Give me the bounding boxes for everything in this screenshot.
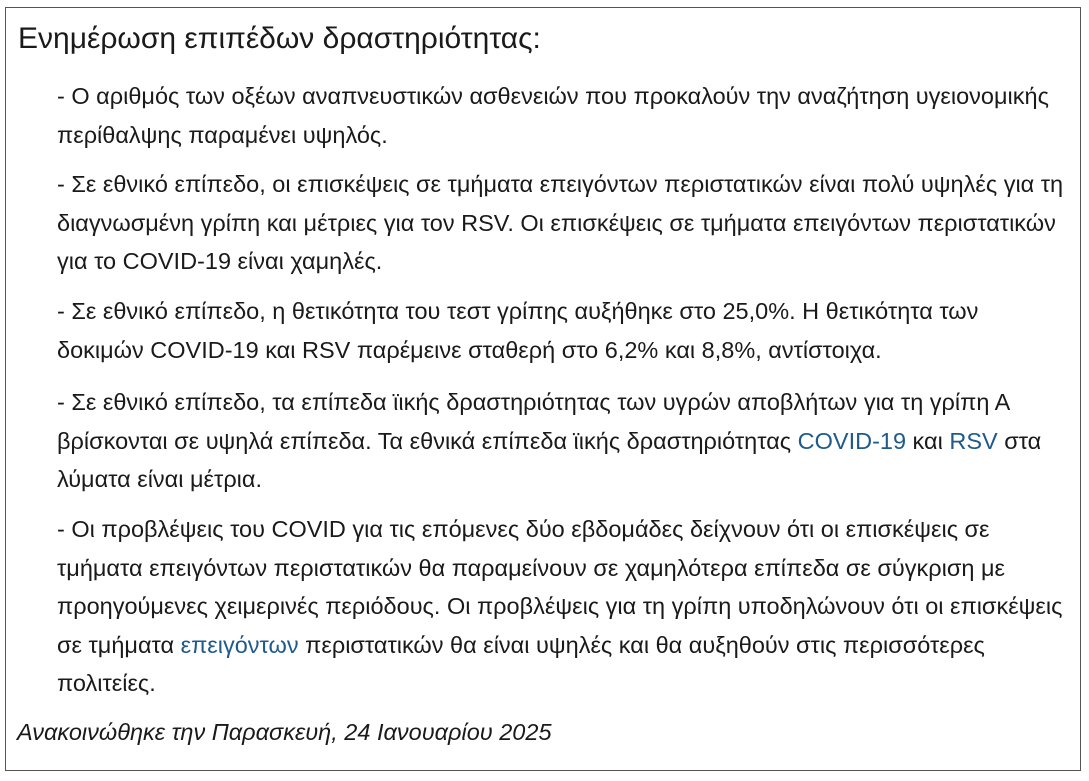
bullet-item-test-positivity: - Σε εθνικό επίπεδο, η θετικότητα του τεστ γρίπης αυξήθηκε στο 25,0%. Η θετικότητα των δοκιμών COVID-19 και RSV παρέμεινε σταθερή στο 6,2% και 8,8%, αντίστοιχα.	[57, 298, 979, 363]
wastewater-text-middle: και	[906, 427, 950, 454]
activity-update-panel	[5, 7, 1081, 771]
announcement-date: Ανακοινώθηκε την Παρασκευή, 24 Ιανουαρίου 2025	[17, 719, 552, 745]
page-title: Ενημέρωση επιπέδων δραστηριότητας:	[18, 22, 541, 55]
bullet-item-respiratory-illness: - Ο αριθμός των οξέων αναπνευστικών ασθενειών που προκαλούν την αναζήτηση υγειονομικής περίθαλψης παραμένει υψηλός.	[57, 83, 1049, 148]
forecasts-text-before: - Οι προβλέψεις του COVID για τις επόμενες δύο εβδομάδες δείχνουν ότι οι επισκέψεις σε τμήματα επειγόντων περιστατικών θα παραμείνουν σε χαμηλότερα επίπεδα σε σύγκριση με προηγούμενες χειμερινές περιόδους. Οι προβλέψεις για τη γρίπη υποδηλώνουν ότι οι επισκέψεις σε τμήματα	[57, 516, 1063, 658]
forecasts-text-after: περιστατικών θα είναι υψηλές και θα αυξηθούν στις περισσότερες πολιτείες.	[57, 631, 985, 696]
bullet-item-wastewater	[57, 383, 1067, 499]
emergency-link[interactable]: επειγόντων	[180, 631, 299, 658]
bullet-item-forecasts	[57, 510, 1067, 703]
wastewater-text-before: - Σε εθνικό επίπεδο, τα επίπεδα ϊικής δραστηριότητας των υγρών αποβλήτων για τη γρίπη Α βρίσκονται σε υψηλά επίπεδα. Τα εθνικά επίπεδα ϊικής δραστηριότητας	[57, 389, 1010, 454]
wastewater-text-after: στα λύματα είναι μέτρια.	[57, 427, 1042, 492]
covid-19-link[interactable]: COVID-19	[797, 427, 907, 454]
bullet-item-emergency-visits: - Σε εθνικό επίπεδο, οι επισκέψεις σε τμήματα επειγόντων περιστατικών είναι πολύ υψηλές για τη διαγνωσμένη γρίπη και μέτριες για τον RSV. Οι επισκέψεις σε τμήματα επειγόντων περιστατικών για το COVID-19 είναι χαμηλές.	[57, 171, 1064, 274]
rsv-link[interactable]: RSV	[949, 427, 998, 454]
